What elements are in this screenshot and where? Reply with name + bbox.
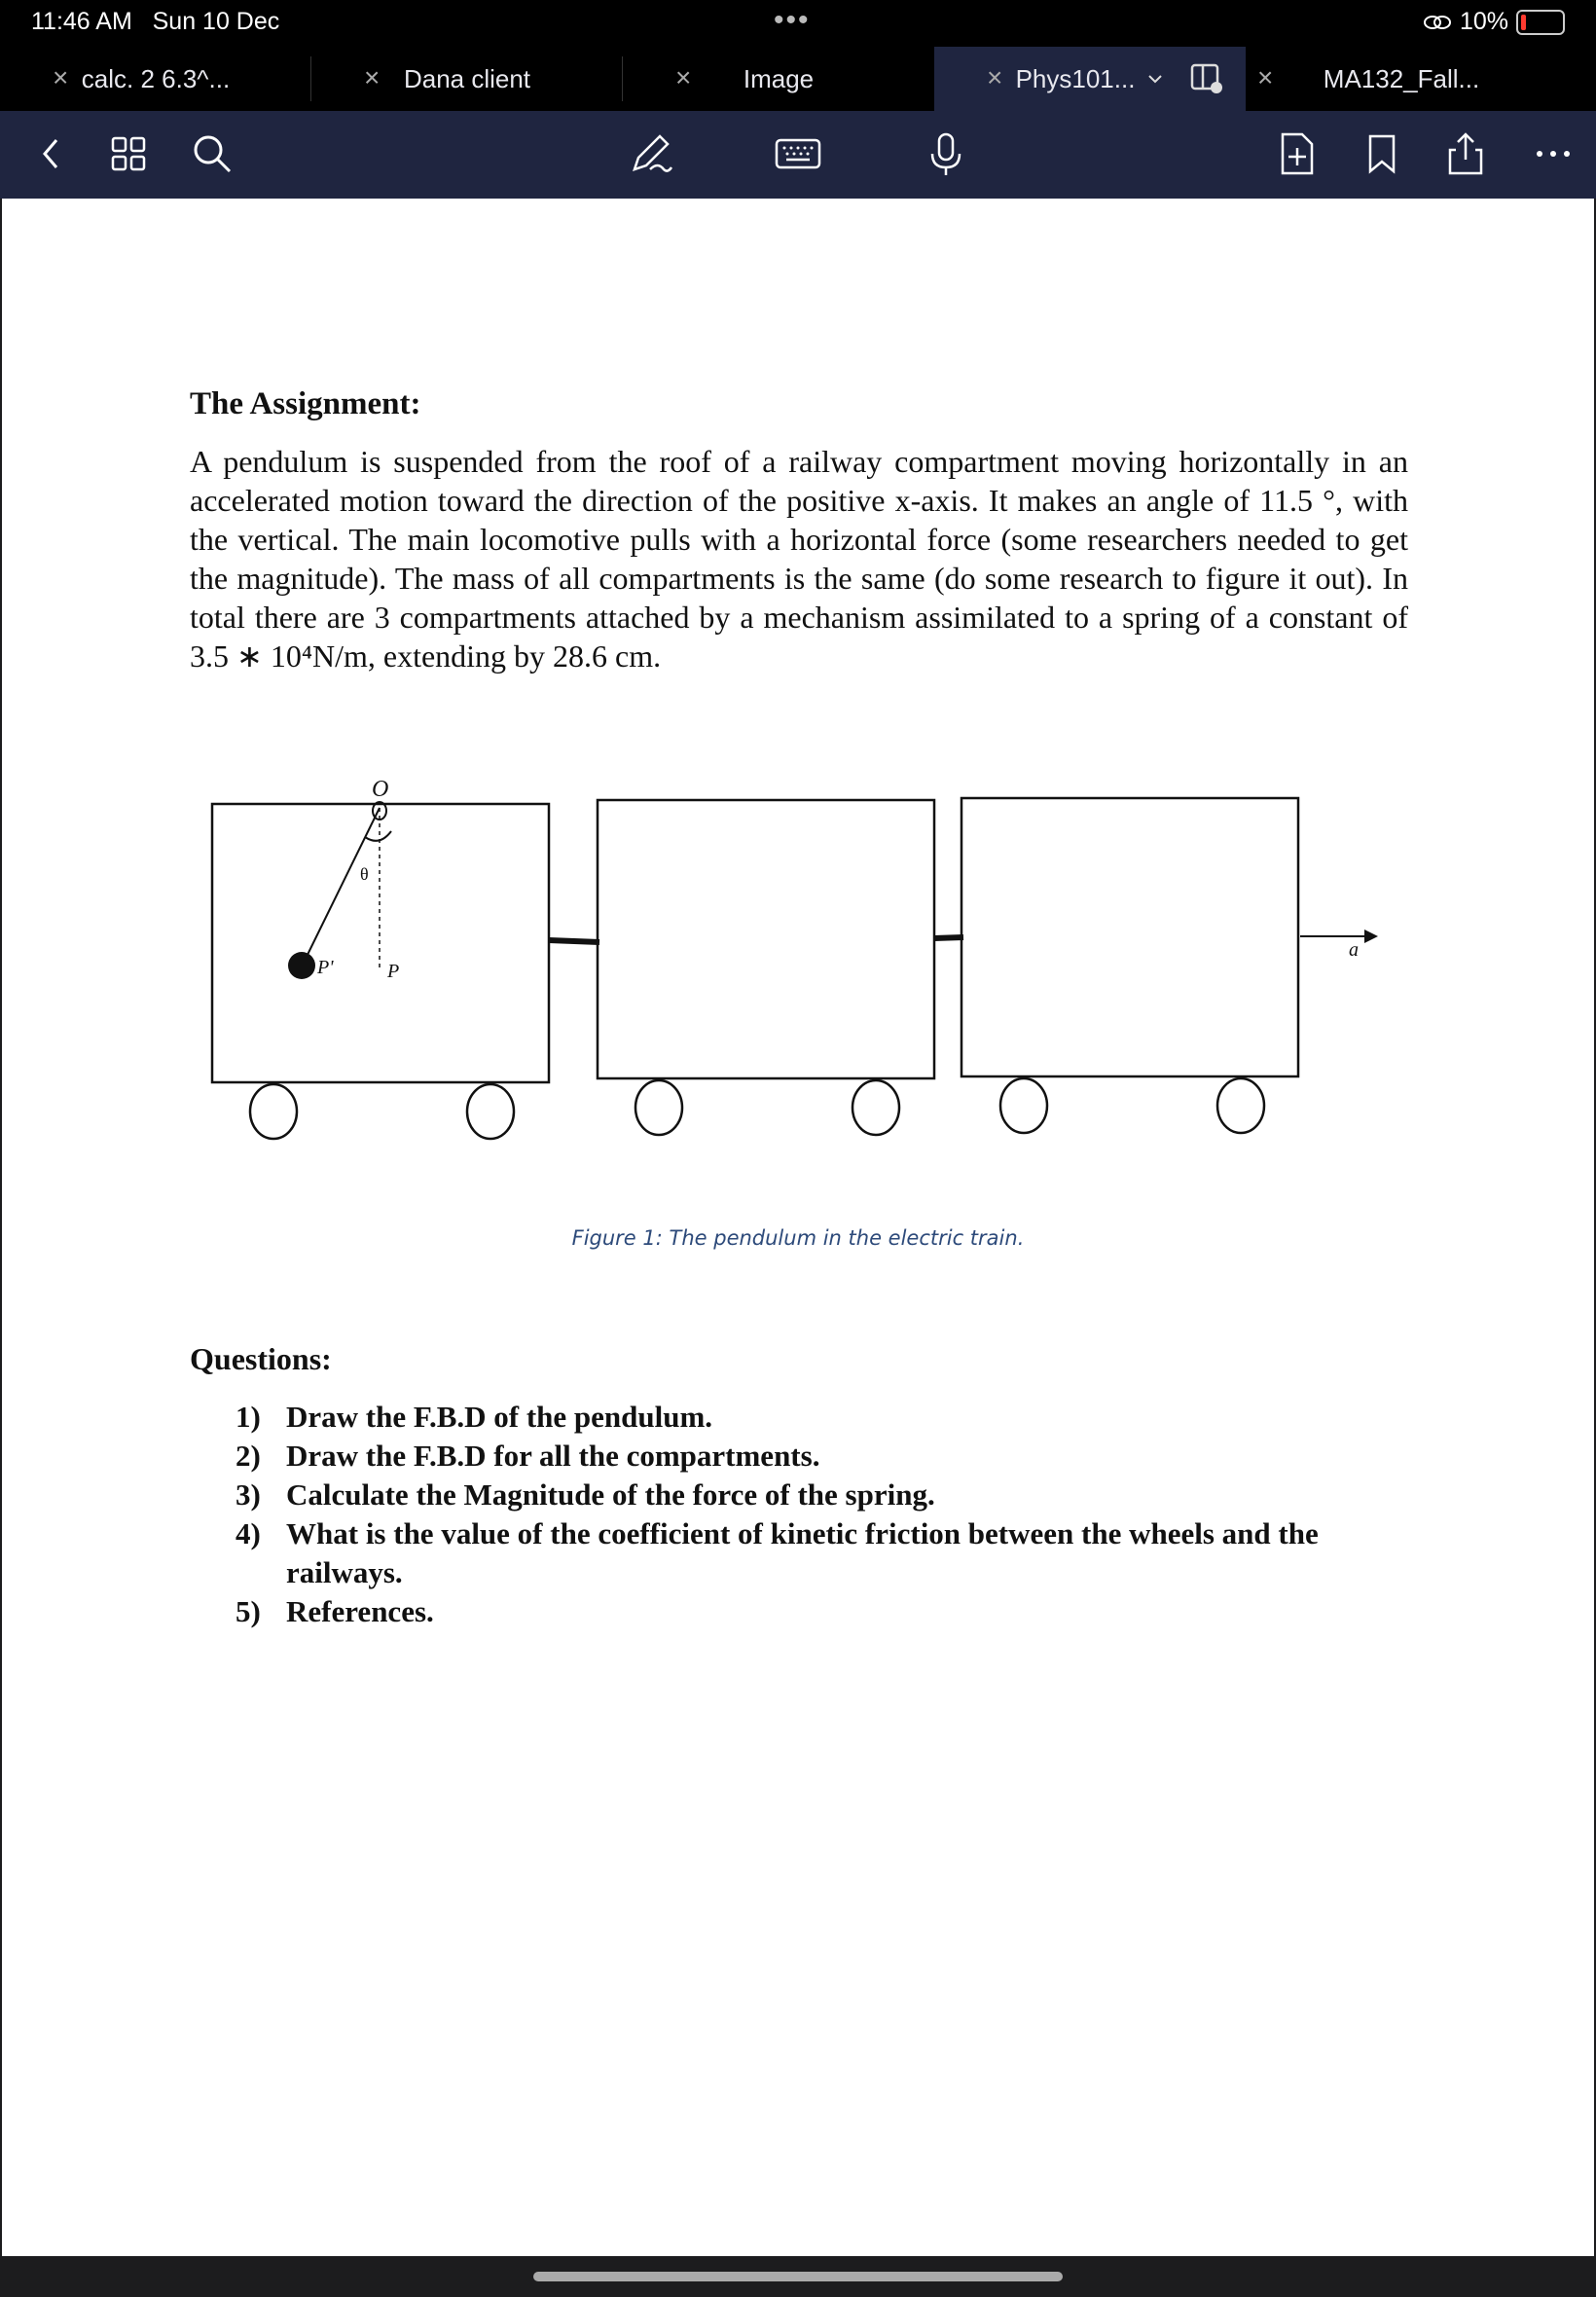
pendulum-string — [304, 808, 380, 963]
compartment-3 — [961, 798, 1298, 1076]
list-item: 2) Draw the F.B.D for all the compartments. — [236, 1439, 820, 1473]
list-item: 4) What is the value of the coefficient of kinetic friction between the wheels and the railways. — [236, 1516, 1319, 1589]
questions-list — [236, 1398, 1364, 1631]
wheel — [852, 1080, 899, 1135]
document-page[interactable] — [2, 199, 1594, 2256]
label-p-prime: P' — [317, 957, 334, 978]
grid-icon[interactable] — [103, 128, 154, 179]
wheel — [1000, 1078, 1047, 1133]
label-theta: θ — [360, 864, 369, 884]
battery-icon — [1516, 10, 1565, 35]
wheel — [635, 1080, 682, 1135]
search-icon[interactable] — [187, 128, 237, 179]
home-indicator[interactable] — [533, 2272, 1063, 2281]
list-item: 3) Calculate the Magnitude of the force of the spring. — [236, 1477, 935, 1512]
train-figure — [2, 199, 1594, 1201]
tab-image[interactable] — [623, 47, 934, 111]
tab-label: MA132_Fall... — [1323, 64, 1480, 93]
tab-label: Phys101... — [1015, 64, 1136, 93]
microphone-icon[interactable] — [921, 128, 971, 179]
figure-caption: Figure 1: The pendulum in the electric train. — [571, 1226, 1025, 1250]
list-item: 5) References. — [236, 1594, 434, 1628]
tab-label: calc. 2 6.3^... — [81, 64, 231, 93]
compartment-2 — [598, 800, 934, 1078]
wheel — [250, 1084, 297, 1139]
close-icon[interactable]: × — [364, 62, 381, 92]
coupling-1 — [549, 940, 599, 942]
split-view-icon[interactable] — [1189, 60, 1224, 95]
status-time: 11:46 AM Sun 10 Dec — [31, 8, 280, 35]
pendulum-bob — [288, 952, 315, 979]
tab-calc[interactable] — [0, 47, 311, 111]
tab-label: Dana client — [403, 64, 531, 93]
multitasking-dots-icon[interactable]: ••• — [774, 4, 811, 36]
keyboard-icon[interactable] — [773, 128, 823, 179]
wheel — [1217, 1078, 1264, 1133]
close-icon[interactable]: × — [1257, 62, 1274, 92]
pen-icon[interactable] — [625, 128, 675, 179]
angle-arc — [365, 831, 391, 841]
assignment-paragraph: A pendulum is suspended from the roof of a railway compartment moving horizontally in an accelerated motion toward the direction of the positive x-axis. It makes an angle of 11.5 °, with the vertical. The main locomotive pulls with a horizontal force (some researchers needed to get the magnitude). The mass of all compartments is the same (do some research to figure it out). In total there are 3 compartments attached by a mechanism assimilated to a spring of a constant of 3.5 ∗ 10⁴N/m, extending by 28.6 cm. — [190, 444, 1408, 674]
label-o: O — [372, 777, 389, 802]
questions-heading: Questions: — [190, 1341, 332, 1376]
close-icon[interactable]: × — [675, 62, 692, 92]
add-page-icon[interactable] — [1271, 128, 1322, 179]
share-icon[interactable] — [1440, 128, 1491, 179]
back-icon[interactable] — [25, 128, 76, 179]
coupling-2 — [934, 937, 963, 938]
bookmark-icon[interactable] — [1357, 128, 1407, 179]
close-icon[interactable]: × — [987, 62, 1003, 92]
toolbar — [0, 111, 1596, 199]
more-icon[interactable] — [1528, 128, 1578, 179]
status-battery — [1423, 8, 1565, 36]
link-icon — [1423, 14, 1452, 31]
compartment-1 — [212, 804, 549, 1082]
status-bar — [0, 0, 1596, 47]
battery-percent: 10% — [1459, 8, 1508, 35]
wheel — [467, 1084, 514, 1139]
arrowhead — [1364, 930, 1378, 943]
label-p: P — [387, 961, 400, 982]
chevron-down-icon[interactable] — [1146, 70, 1164, 88]
assignment-heading: The Assignment: — [190, 386, 421, 421]
tab-dana-client[interactable] — [311, 47, 623, 111]
label-a: a — [1349, 939, 1359, 961]
tab-bar — [0, 47, 1596, 111]
list-item: 1) Draw the F.B.D of the pendulum. — [236, 1400, 713, 1434]
tab-ma132[interactable] — [1246, 47, 1557, 111]
tab-phys101[interactable] — [934, 47, 1246, 111]
close-icon[interactable]: × — [53, 62, 69, 92]
tab-label: Image — [743, 64, 815, 93]
